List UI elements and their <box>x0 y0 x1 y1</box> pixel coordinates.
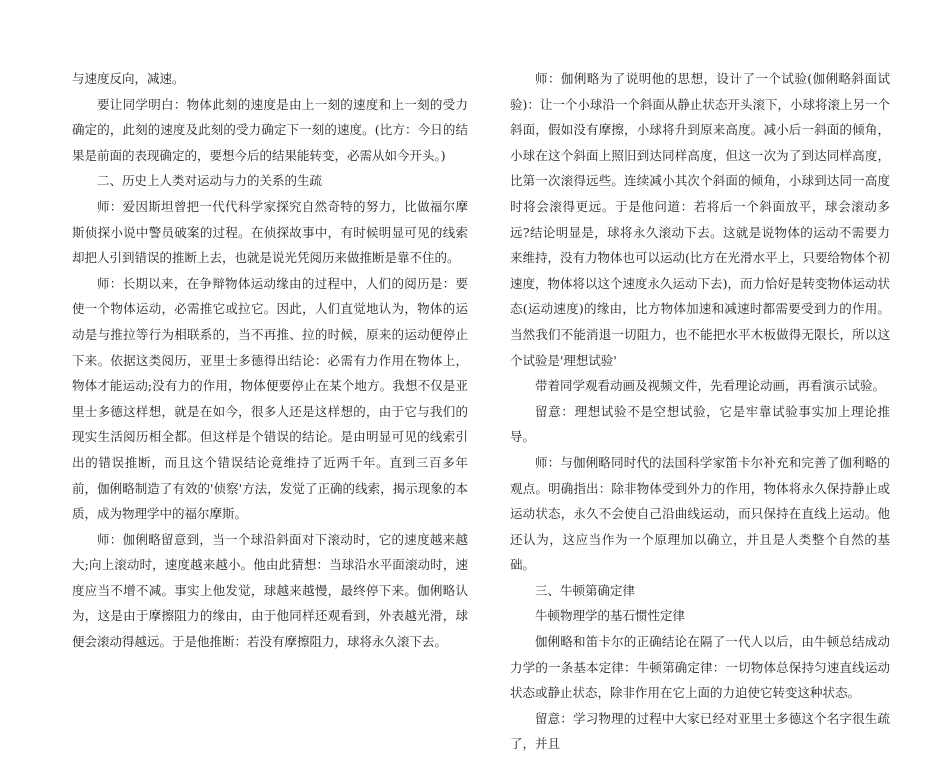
section-heading-newton: 三、牛顿第确定律 <box>535 582 636 598</box>
right-column <box>510 0 890 752</box>
right-paragraph-animation: 带着同学观看动画及视频文件，先看理论动画，再看演示试验。 <box>535 378 886 394</box>
left-paragraph-1: 与速度反向，减速。 <box>72 71 185 86</box>
left-column <box>72 0 468 672</box>
right-paragraph-ideal-experiment: 师：伽俐略为了说明他的思想，设计了一个试验(伽俐略斜面试验)：让一个小球沿一个斜面从静止状态开头滚下，小球将滚上另一个斜面，假如没有摩擦，小球将升到原来高度。减小后一斜面的倾角，小球在这个斜面上照旧到达同样高度，但这一次为了到达同样高度，比第一次滚得远些。连续减小其次个斜面的倾角，小球到达同一高度时将会滚得更远。于是他问道：若将后一个斜面放平，球会滚动多远?结论明显是，球将永久滚动下去。这就是说物体的运动不需要力来维持，没有力物体也可以运动(比方在光滑水平上，只要给物体个初速度，物体将以这个速度永久运动下去)，而力恰好是转变物体运动状态(运动速度)的缘由，比方物体加速和减速时都需要受到力的作用。当然我们不能消退一切阻力，也不能把水平木板做得无限长，所以这个试验是'理想试验' <box>510 71 890 368</box>
section-heading-history: 二、历史上人类对运动与力的关系的生疏 <box>97 173 323 189</box>
left-paragraph-aristotle: 师：长期以来，在争辩物体运动缘由的过程中，人们的阅历是：要使一个物体运动，必需推它或拉它。因此，人们直觉地认为，物体的运动是与推拉等行为相联系的，当不再推、拉的时候，原来的运动便停止下来。依据这类阅历，亚里士多德得出结论：必需有力作用在物体上，物体才能运动;没有力的作用，物体便要停止在某个地方。我想不仅是亚里士多德这样想，就是在如今，很多人还是这样想的，由于它与我们的现实生活阅历相全都。但这样是个错误的结论。是由明显可见的线索引出的错误推断，而且这个错误结论竟维持了近两千年。直到三百多年前，伽俐略制造了有效的'侦察'方法，发觉了正确的线索，揭示现象的本质，成为物理学中的福尔摩斯。 <box>72 275 468 522</box>
subheading-inertia-law: 牛顿物理学的基石惯性定律 <box>535 608 686 624</box>
right-paragraph-descartes: 师：与伽俐略同时代的法国科学家笛卡尔补充和完善了伽利略的观点。明确指出：除非物体受到外力的作用，物体将永久保持静止或运动状态，永久不会使自己沿曲线运动，而只保持在直线上运动。他还认为，这应当作为一个原理加以确立，并且是人类整个自然的基础。 <box>510 454 890 573</box>
left-paragraph-einstein: 师：爱因斯坦曾把一代代科学家探究自然奇特的努力，比做福尔摩斯侦探小说中警员破案的过程。在侦探故事中，有时候明显可见的线索却把人引到错误的推断上去，也就是说光凭阅历来做推断是靠不住的。 <box>72 198 468 266</box>
left-paragraph-2: 要让同学明白：物体此刻的速度是由上一刻的速度和上一刻的受力确定的，此刻的速度及此刻的受力确定下一刻的速度。(比方：今日的结果是前面的表现确定的，要想今后的结果能转变，必需从如今开头。) <box>72 96 468 163</box>
right-paragraph-newton-law: 伽俐略和笛卡尔的正确结论在隔了一代人以后，由牛顿总结成动力学的一条基本定律：牛顿第确定律：一切物体总保持匀速直线运动状态或静止状态，除非作用在它上面的力迫使它转变这种状态。 <box>510 634 890 701</box>
right-paragraph-note-aristotle: 留意：学习物理的过程中大家已经对亚里士多德这个名字很生疏了，并且 <box>510 710 890 752</box>
left-paragraph-galileo-incline: 师：伽俐略留意到，当一个球沿斜面对下滚动时，它的速度越来越大;向上滚动时，速度越来越小。他由此猜想：当球沿水平面滚动时，速度应当不增不减。事实上他发觉，球越来越慢，最终停下来。伽俐略认为，这是由于摩擦阻力的缘由，由于他同样还观看到，外表越光滑，球便会滚动得越远。于是他推断：若没有摩擦阻力，球将永久滚下去。 <box>72 531 468 650</box>
right-paragraph-note-ideal: 留意：理想试验不是空想试验，它是牢靠试验事实加上理论推导。 <box>510 403 890 445</box>
